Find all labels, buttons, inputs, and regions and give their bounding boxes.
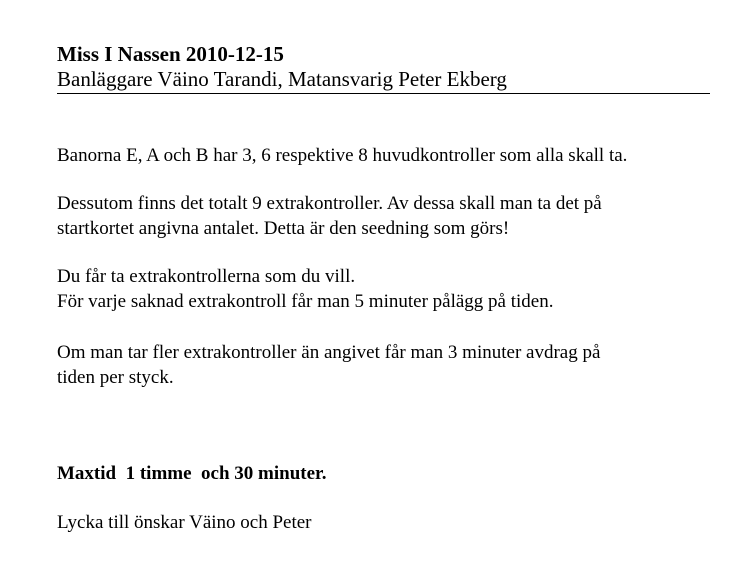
max-time-text: Maxtid 1 timme och 30 minuter. xyxy=(57,463,327,484)
paragraph-extra-line-2: startkortet angivna antalet. Detta är den seedning som görs! xyxy=(57,218,510,239)
paragraph-free-line-2: För varje saknad extrakontroll får man 5 minuter pålägg på tiden. xyxy=(57,291,554,312)
paragraph-free-line-1: Du får ta extrakontrollerna som du vill. xyxy=(57,266,356,287)
max-time-note xyxy=(57,461,327,486)
paragraph-courses-line: Banorna E, A och B har 3, 6 respektive 8 huvudkontroller som alla skall ta. xyxy=(57,145,628,166)
closing-greeting xyxy=(57,510,312,535)
paragraph-courses xyxy=(57,143,627,168)
paragraph-bonus-line-1: Om man tar fler extrakontroller än angivet får man 3 minuter avdrag på xyxy=(57,342,601,363)
document-title: Miss I Nassen 2010-12-15 xyxy=(57,42,284,66)
paragraph-bonus xyxy=(57,340,600,390)
document-subtitle: Banläggare Väino Tarandi, Matansvarig Peter Ekberg xyxy=(57,67,507,91)
paragraph-extra-line-1: Dessutom finns det totalt 9 extrakontroller. Av dessa skall man ta det på xyxy=(57,193,602,214)
closing-text: Lycka till önskar Väino och Peter xyxy=(57,512,312,533)
paragraph-extra-controls xyxy=(57,191,602,241)
document-header xyxy=(57,41,710,94)
paragraph-free-order xyxy=(57,264,553,314)
paragraph-bonus-line-2: tiden per styck. xyxy=(57,367,174,388)
